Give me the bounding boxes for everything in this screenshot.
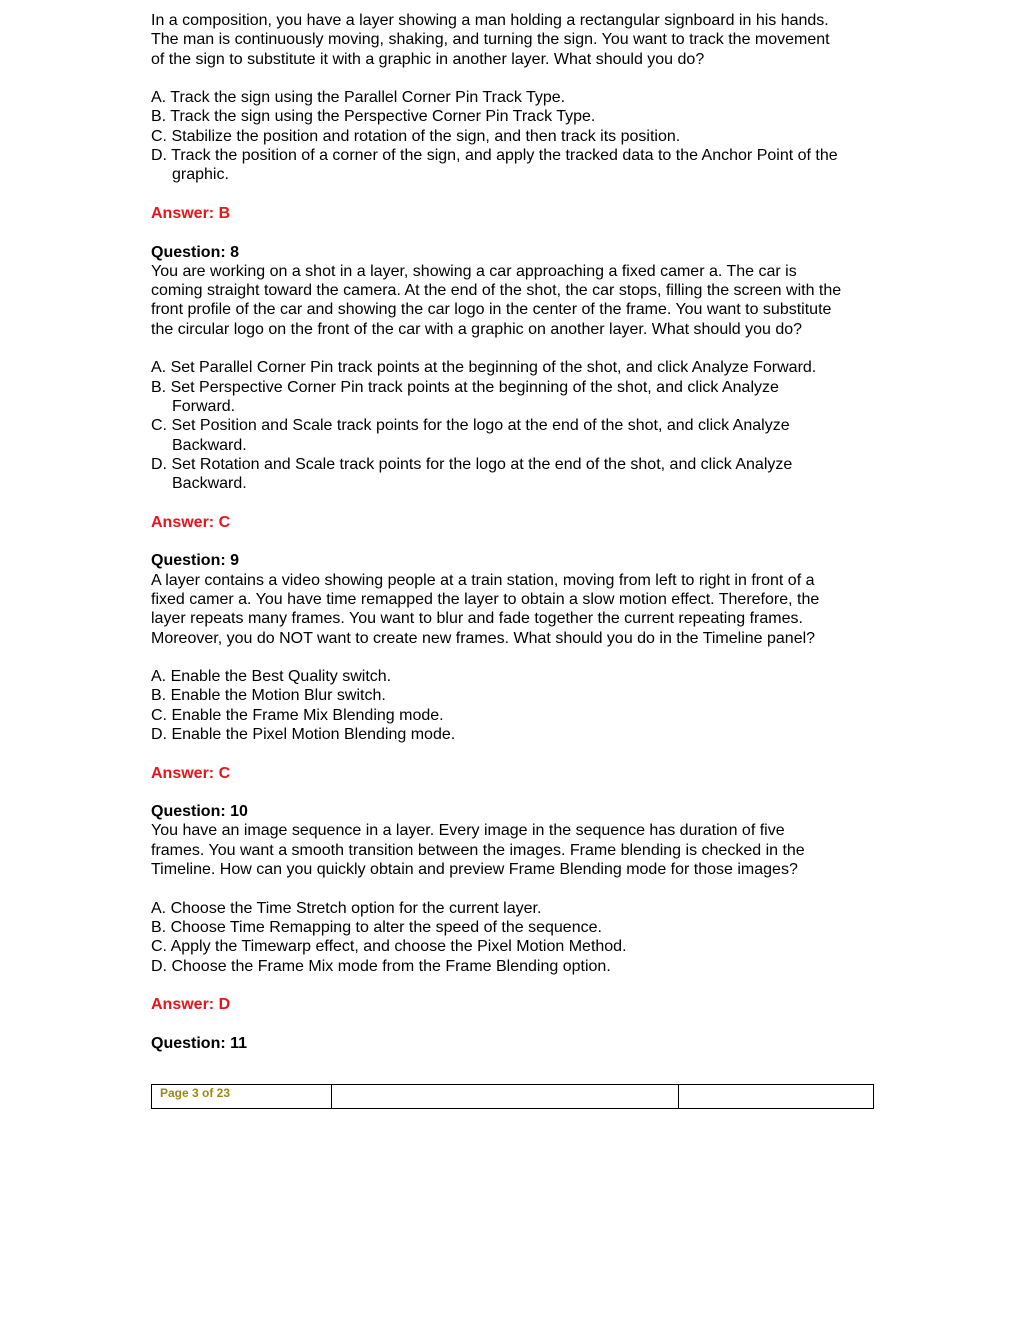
question-11-block — [151, 1034, 876, 1053]
footer-empty-cell — [679, 1085, 873, 1108]
answer-option: D. Track the position of a corner of the sign, and apply the tracked data to the Anchor Point of the graphic. — [151, 147, 838, 184]
answer-option: A. Set Parallel Corner Pin track points at the beginning of the shot, and click Analyze Forward. — [151, 359, 817, 377]
answer-option: B. Set Perspective Corner Pin track points at the beginning of the shot, and click Analyze Forward. — [151, 378, 779, 415]
question-text-line: the circular logo on the front of the car with a graphic on another layer. What should you do? — [151, 320, 803, 338]
question-text-line: coming straight toward the camera. At the end of the shot, the car stops, filling the screen with the — [151, 282, 842, 300]
answer-key: Answer: D — [151, 996, 231, 1014]
question-text-line: of the sign to substitute it with a graphic in another layer. What should you do? — [151, 50, 705, 68]
answer-option: C. Stabilize the position and rotation of the sign, and then track its position. — [151, 127, 681, 145]
question-text-line: You are working on a shot in a layer, showing a car approaching a fixed camer a. The car is — [151, 262, 797, 280]
question-text-line: fixed camer a. You have time remapped the layer to obtain a slow motion effect. Therefore, the — [151, 590, 820, 608]
answer-key: Answer: B — [151, 204, 231, 222]
answer-option: C. Set Position and Scale track points for the logo at the end of the shot, and click Analyze Backward. — [151, 417, 790, 454]
question-heading: Question: 9 — [151, 552, 240, 570]
question-heading: Question: 8 — [151, 243, 240, 261]
answer-option: A. Choose the Time Stretch option for the current layer. — [151, 899, 542, 917]
answer-option: D. Choose the Frame Mix mode from the Frame Blending option. — [151, 957, 611, 975]
footer-empty-cell — [332, 1085, 679, 1108]
page-number-label: Page 3 of 23 — [152, 1085, 332, 1108]
question-heading: Question: 10 — [151, 803, 248, 821]
question-text-line: The man is continuously moving, shaking, and turning the sign. You want to track the movement — [151, 31, 830, 49]
answer-option: A. Track the sign using the Parallel Corner Pin Track Type. — [151, 89, 566, 107]
question-text-line: A layer contains a video showing people at a train station, moving from left to right in front of a — [151, 571, 815, 589]
question-9-block — [151, 551, 876, 802]
question-text-line: front profile of the car and showing the car logo in the center of the frame. You want to substitute — [151, 301, 832, 319]
question-8-block — [151, 243, 876, 552]
question-10-block — [151, 802, 876, 1034]
question-text-line: Timeline. How can you quickly obtain and preview Frame Blending mode for those images? — [151, 861, 798, 879]
answer-option: A. Enable the Best Quality switch. — [151, 668, 392, 686]
document-page — [151, 11, 876, 1053]
answer-option: C. Apply the Timewarp effect, and choose the Pixel Motion Method. — [151, 938, 627, 956]
question-text-line: You have an image sequence in a layer. Every image in the sequence has duration of five — [151, 822, 785, 840]
answer-option: B. Enable the Motion Blur switch. — [151, 687, 386, 705]
answer-option: B. Choose Time Remapping to alter the speed of the sequence. — [151, 918, 602, 936]
answer-option: C. Enable the Frame Mix Blending mode. — [151, 706, 444, 724]
question-text-line: frames. You want a smooth transition between the images. Frame blending is checked in the — [151, 841, 805, 859]
question-text-line: In a composition, you have a layer showing a man holding a rectangular signboard in his hands. — [151, 12, 829, 29]
answer-key: Answer: C — [151, 513, 231, 531]
answer-option: D. Enable the Pixel Motion Blending mode. — [151, 725, 456, 743]
answer-option: B. Track the sign using the Perspective Corner Pin Track Type. — [151, 108, 596, 126]
answer-option: D. Set Rotation and Scale track points for the logo at the end of the shot, and click Analyze Backward. — [151, 455, 793, 493]
question-text-line: Moreover, you do NOT want to create new frames. What should you do in the Timeline panel? — [151, 629, 816, 647]
answer-key: Answer: C — [151, 764, 231, 782]
question-7-block — [151, 11, 876, 243]
page-footer — [151, 1084, 874, 1109]
question-text-line: layer repeats many frames. You want to blur and fade together the current repeating frames. — [151, 610, 803, 628]
question-heading: Question: 11 — [151, 1034, 248, 1052]
